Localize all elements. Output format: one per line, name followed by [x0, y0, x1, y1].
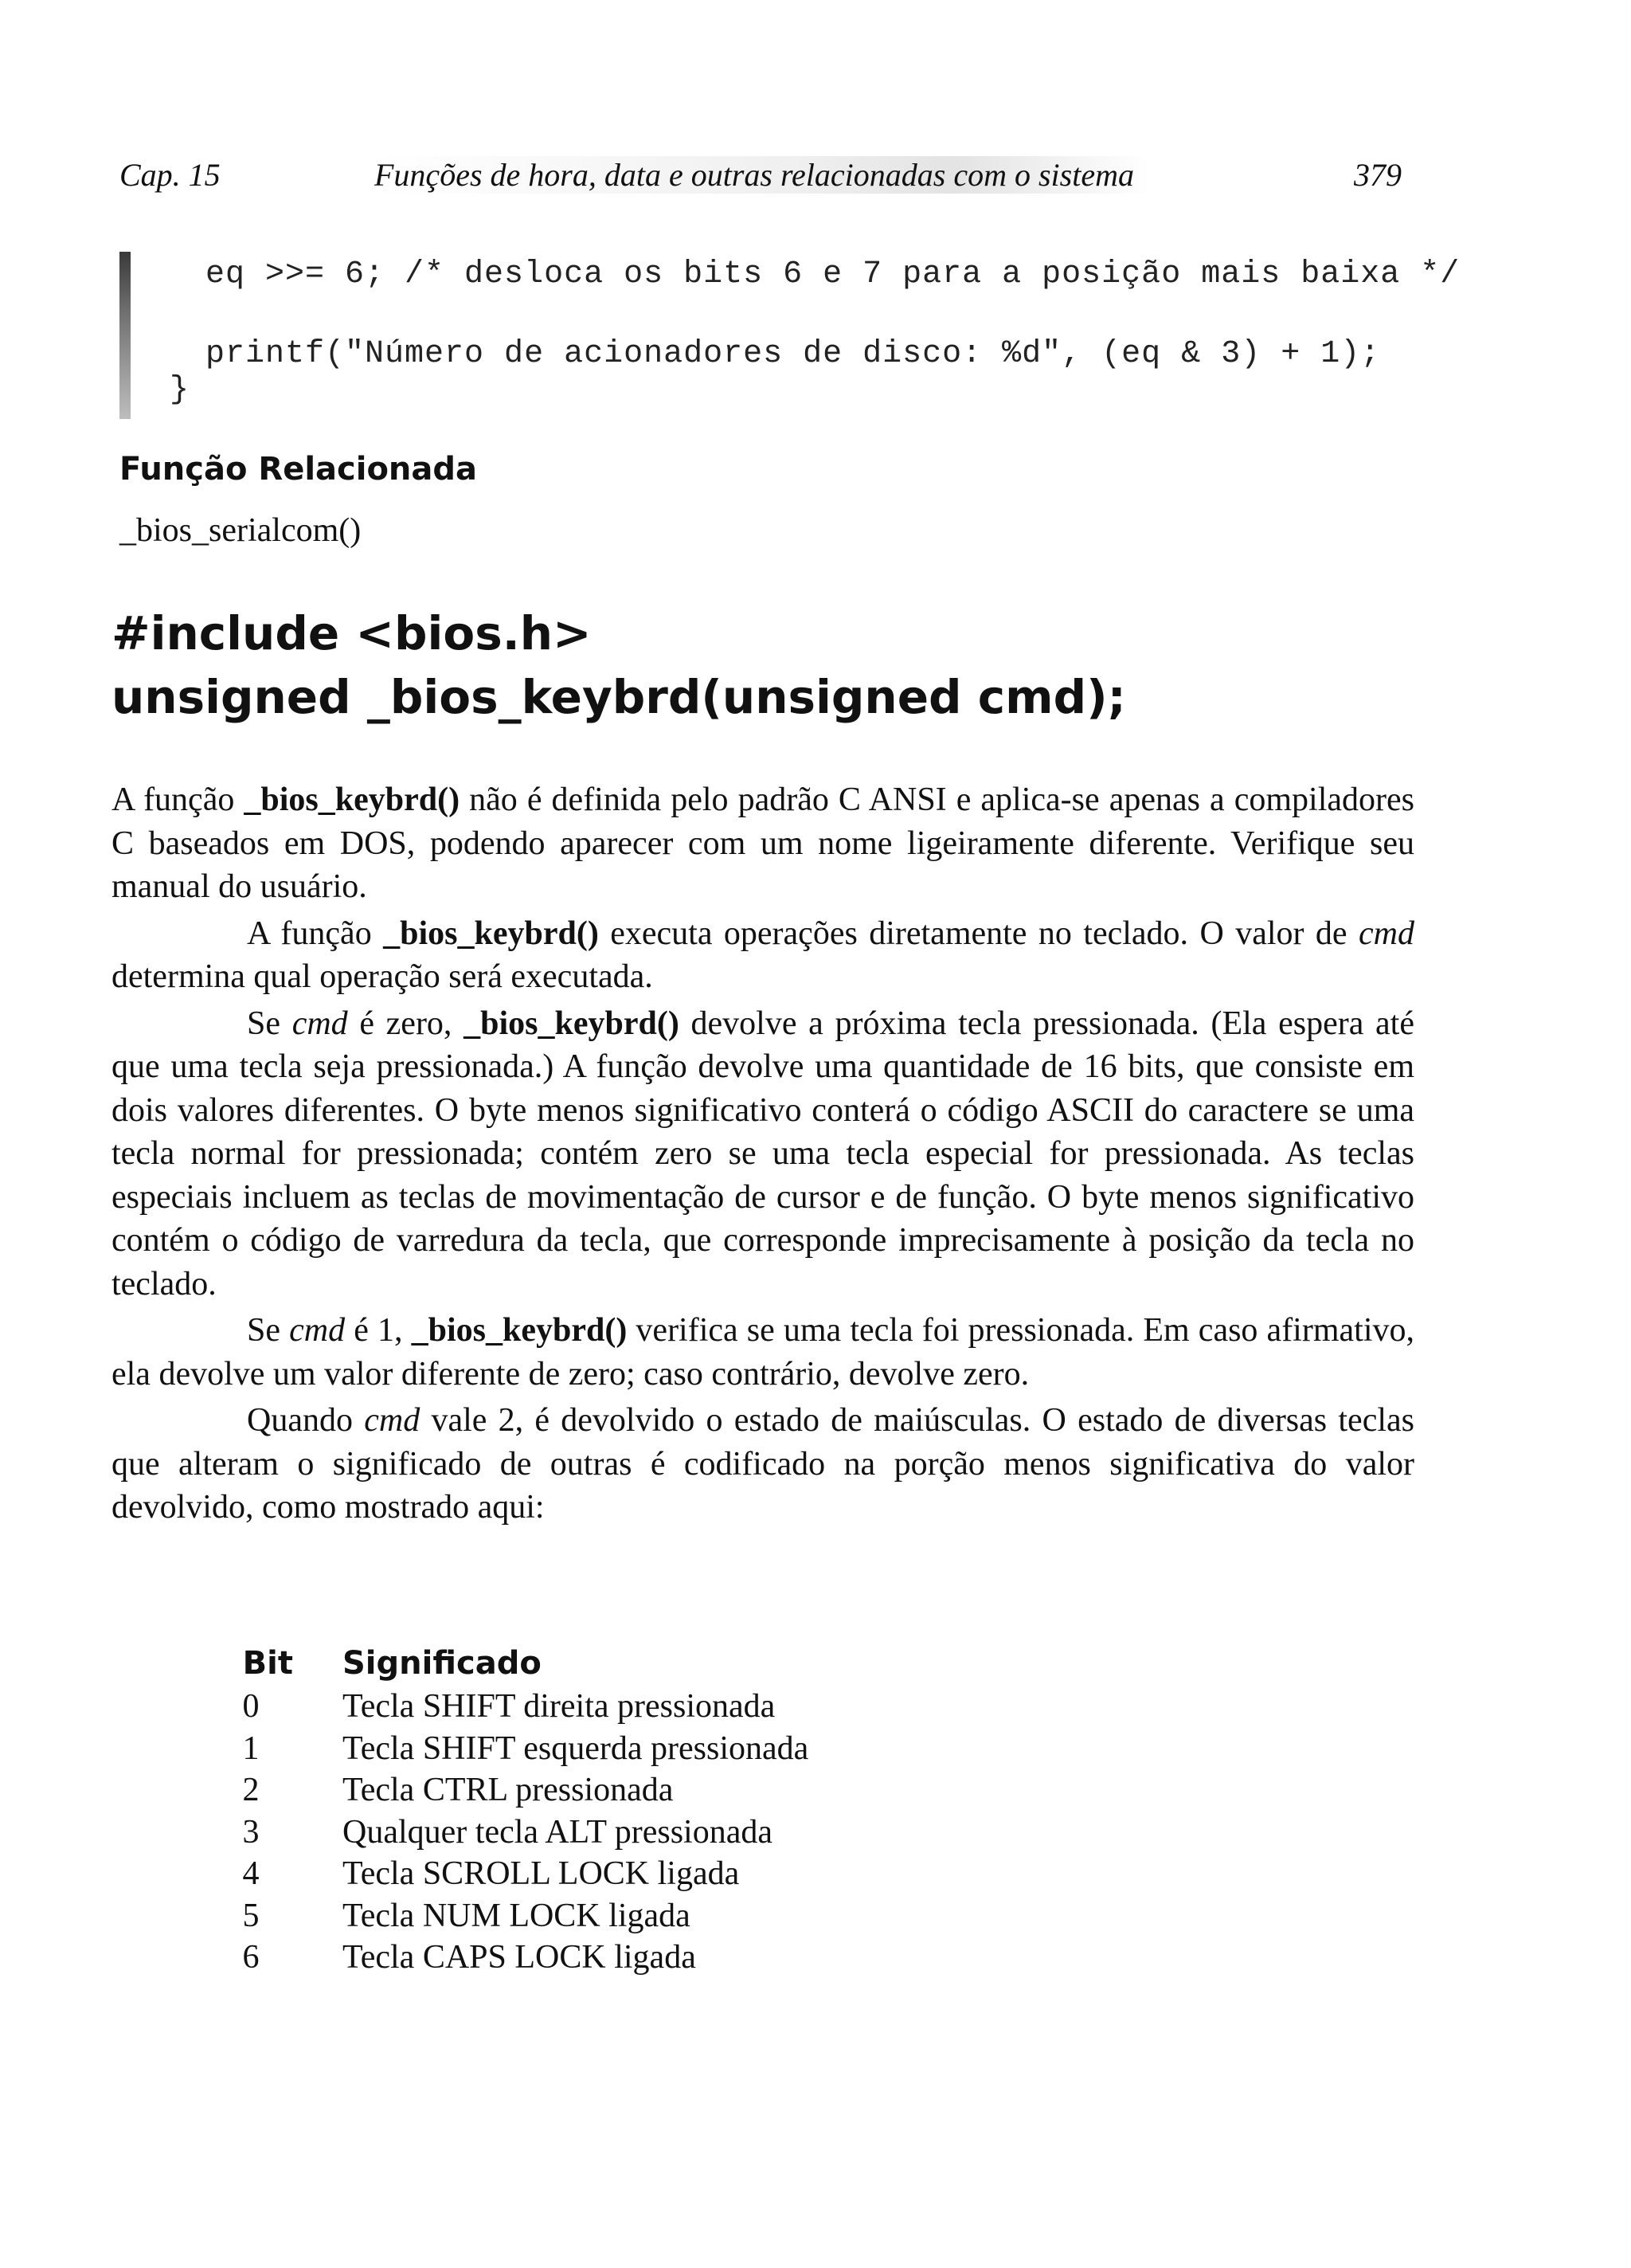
running-title: Funções de hora, data e outras relacionadas com o sistema	[374, 156, 1150, 194]
bit-meaning: Tecla SHIFT direita pressionada	[342, 1688, 776, 1725]
bit-table-row	[207, 1937, 808, 1979]
related-function-name: _bios_serialcom()	[119, 512, 362, 549]
text-run: vale 2, é devolvido o estado de maiúsculas. O estado de diversas teclas que alteram o significado de outras é codificado na porção menos significativa do valor devolvido, como mostrado aqui:	[111, 1402, 1414, 1526]
text-run: executa operações diretamente no teclado. O valor de	[598, 915, 1359, 952]
paragraph	[111, 912, 1414, 999]
bit-number: 5	[242, 1897, 260, 1934]
function-prototype	[111, 601, 1126, 729]
text-run: devolve a próxima tecla pressionada. (Ela espera até que uma tecla seja pressionada.) A função devolve uma quantidade de 16 bits, que consiste em dois valores diferentes. O byte menos significativo conterá o código ASCII do caractere se uma tecla normal for pressionada; contém zero se uma tecla especial for pressionada. As teclas especiais incluem as teclas de movimentação de cursor e de função. O byte menos significativo contém o código de varredura da tecla, que corresponde imprecisamente à posição da tecla no teclado.	[111, 1005, 1414, 1302]
bit-table-row	[207, 1686, 808, 1728]
bit-number: 3	[242, 1813, 260, 1851]
bit-number: 2	[242, 1772, 260, 1808]
bit-number: 1	[242, 1729, 260, 1767]
bit-meaning: Tecla SCROLL LOCK ligada	[342, 1855, 740, 1892]
running-header	[119, 156, 1402, 204]
meaning-column-header: Significado	[342, 1645, 542, 1682]
include-directive: #include <bios.h>	[111, 606, 592, 660]
bit-table-row	[207, 1812, 808, 1854]
text-run: A função	[111, 781, 244, 818]
parameter-name: cmd	[1359, 915, 1414, 952]
code-line: }	[170, 372, 190, 408]
bit-table-row	[207, 1853, 808, 1895]
code-line: eq >>= 6; /* desloca os bits 6 e 7 para a posição mais baixa */	[205, 257, 1461, 292]
parameter-name: cmd	[289, 1312, 346, 1349]
paragraph	[111, 1399, 1414, 1530]
bit-meaning: Tecla CAPS LOCK ligada	[342, 1939, 696, 1976]
bit-number: 4	[242, 1855, 260, 1892]
function-name: _bios_keybrd()	[411, 1312, 628, 1349]
function-name: _bios_keybrd()	[383, 915, 599, 952]
page-number: 379	[1354, 157, 1402, 193]
function-name: _bios_keybrd()	[463, 1005, 679, 1042]
parameter-name: cmd	[291, 1005, 348, 1042]
paragraph	[111, 778, 1414, 909]
text-run: Quando	[247, 1402, 365, 1439]
bit-table-header	[207, 1641, 808, 1686]
text-run: não é definida pelo padrão C ANSI e aplica-se apenas a compiladores C baseados em DOS, podendo aparecer com um nome ligeiramente diferente. Verifique seu manual do usuário.	[111, 781, 1414, 905]
code-block	[170, 255, 1461, 454]
code-line: printf("Número de acionadores de disco: %d", (eq & 3) + 1);	[205, 336, 1381, 372]
text-run: verifica se uma tecla foi pressionada. Em caso afirmativo, ela devolve um valor diferente de zero; caso contrário, devolve zero.	[111, 1312, 1414, 1393]
code-margin-bar	[119, 252, 131, 419]
text-run: Se	[247, 1005, 292, 1042]
bit-meaning: Tecla NUM LOCK ligada	[342, 1897, 690, 1934]
chapter-label: Cap. 15	[119, 157, 221, 193]
bit-table-row	[207, 1895, 808, 1937]
paragraph	[111, 1002, 1414, 1306]
bit-table-row	[207, 1728, 808, 1770]
text-run: Se	[247, 1312, 290, 1349]
bit-number: 6	[242, 1939, 260, 1976]
function-name: _bios_keybrd()	[244, 781, 460, 818]
bit-meaning: Qualquer tecla ALT pressionada	[342, 1813, 773, 1851]
bit-meaning: Tecla CTRL pressionada	[342, 1772, 674, 1808]
bit-meaning: Tecla SHIFT esquerda pressionada	[342, 1729, 809, 1767]
bit-table	[207, 1641, 808, 1979]
body-text	[111, 778, 1414, 1530]
text-run: é 1,	[345, 1312, 412, 1349]
text-run: é zero,	[347, 1005, 464, 1042]
text-run: A função	[247, 915, 384, 952]
parameter-name: cmd	[364, 1402, 420, 1439]
paragraph	[111, 1309, 1414, 1396]
bit-table-row	[207, 1769, 808, 1812]
prototype-declaration: unsigned _bios_keybrd(unsigned cmd);	[111, 670, 1126, 724]
bit-column-header: Bit	[242, 1645, 293, 1682]
related-function-heading: Função Relacionada	[119, 451, 478, 488]
text-run: determina qual operação será executada.	[111, 958, 653, 995]
bit-number: 0	[242, 1688, 260, 1725]
